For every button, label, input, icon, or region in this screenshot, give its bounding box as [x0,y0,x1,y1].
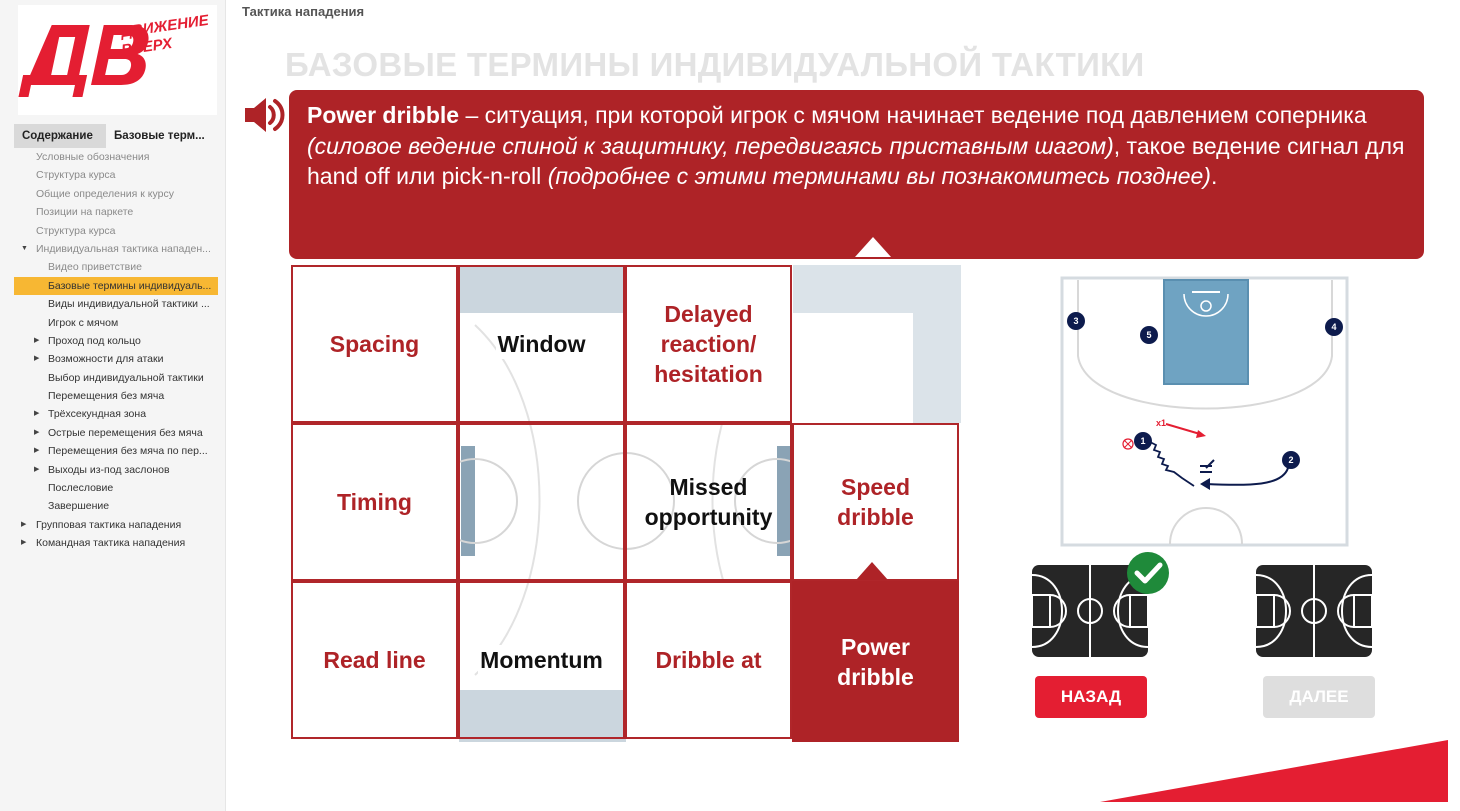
toc-item[interactable] [14,350,218,368]
toc-item[interactable] [14,295,218,313]
next-button[interactable]: ДАЛЕЕ [1263,676,1375,718]
decorative-corner [1100,740,1448,802]
slide [234,24,1456,806]
toc-item-label: Условные обозначения [36,151,150,163]
toc-item[interactable] [14,442,218,460]
toc-item[interactable] [14,240,218,258]
term-window-label: Window [497,331,586,357]
player-2: 2 [1288,455,1294,465]
player-3: 3 [1073,316,1079,326]
toc-item-label: Структура курса [36,224,116,237]
player-5: 5 [1146,330,1152,340]
toc-item[interactable] [14,479,218,497]
toc-item[interactable] [14,369,218,387]
logo-line-1: ДВИЖЕНИЕ [120,11,210,41]
term-power-dribble[interactable] [792,581,959,742]
toc-item-label: Послесловие [48,482,114,495]
court-diagram [1060,276,1349,547]
page-title: БАЗОВЫЕ ТЕРМИНЫ ИНДИВИДУАЛЬНОЙ ТАКТИКИ [285,46,1145,83]
logo-mark [18,5,217,115]
caret-right-icon[interactable]: ▶ [34,465,40,473]
toc-item[interactable] [14,405,218,423]
caret-right-icon[interactable]: ▶ [34,428,40,436]
caret-right-icon[interactable]: ▶ [21,520,27,528]
toc-item-label: Групповая тактика нападения [36,518,182,531]
term-spacing[interactable]: Spacing [291,265,458,423]
term-speed-dribble[interactable] [792,423,959,581]
toc-item-label: Перемещения без мяча [48,390,165,403]
toc-item-label: Трёхсекундная зона [48,408,147,421]
caret-right-icon[interactable]: ▶ [34,336,40,344]
callout-notch [855,237,891,257]
caret-right-icon[interactable]: ▶ [34,447,40,455]
caret-right-icon[interactable]: ▶ [34,355,40,363]
definition-text-2: , такое ведение сигнал для hand off или pick-n-roll [307,132,1405,189]
definition-term: Power dribble [307,102,460,128]
back-button[interactable]: НАЗАД [1035,676,1147,718]
toc-item-label: Индивидуальная тактика нападен... [36,242,211,255]
toc-item-label: Выбор индивидуальной тактики [48,371,204,384]
check-icon [1126,551,1170,595]
toc-item[interactable] [14,314,218,332]
term-window[interactable] [458,265,625,423]
toc-item[interactable] [14,222,218,240]
toc-item[interactable] [14,461,218,479]
toc-item[interactable] [14,516,218,534]
toc-item-label: Позиции на паркете [36,206,134,219]
toc-item[interactable] [14,166,218,184]
defender-label: x1 [1156,418,1167,428]
terms-grid [291,265,961,742]
term-speed-dribble-label: Speed dribble [837,474,914,530]
term-missed-opportunity[interactable] [625,423,792,581]
toc-item[interactable] [14,424,218,442]
term-momentum[interactable] [458,581,625,739]
term-missed-opportunity-label: Missed opportunity [644,474,773,530]
definition-note-1: (силовое ведение спиной к защитнику, передвигаясь приставным шагом) [307,132,1114,159]
definition-text-1: – ситуация, при которой игрок с мячом начинает ведение под давлением соперника [459,102,1367,128]
toc-item-label: Проход под кольцо [48,334,141,347]
toc-item-label: Общие определения к курсу [36,187,174,200]
toc-item-label: Виды индивидуальной тактики ... [48,298,210,311]
toc-item-label: Выходы из-под заслонов [48,463,170,476]
tab-current-topic[interactable]: Базовые терм... [106,124,218,148]
toc-item[interactable] [14,203,218,221]
sidebar-tabs [14,124,218,148]
logo-line-2: ВВЕРХ [120,35,174,59]
toc-item-label: Командная тактика нападения [36,537,186,550]
definition-note-2: (подробнее с этими терминами вы познакомитесь позднее) [547,163,1211,189]
logo [18,5,217,115]
player-1: 1 [1140,436,1146,446]
toc-item-label: Структура курса [36,169,116,182]
table-of-contents [14,148,218,553]
term-dribble-at[interactable]: Dribble at [625,581,792,739]
term-power-dribble-label: Power dribble [837,633,914,690]
toc-item-label: Игрок с мячом [48,316,119,329]
term-delayed-reaction[interactable] [625,265,792,423]
definition-text-3: . [1210,163,1218,189]
tab-contents[interactable]: Содержание [14,124,106,148]
caret-right-icon[interactable]: ▶ [21,539,27,547]
toc-item-label: Видео приветствие [48,261,142,274]
toc-item-label: Завершение [48,500,110,513]
toc-item-selected[interactable] [14,277,218,295]
toc-item[interactable] [14,258,218,276]
term-read-line[interactable]: Read line [291,581,458,739]
selected-notch [856,562,888,580]
speaker-icon[interactable] [242,94,286,136]
toc-item[interactable] [14,185,218,203]
toc-item[interactable] [14,387,218,405]
breadcrumb: Тактика нападения [242,4,365,19]
toc-item-label: Возможности для атаки [48,353,164,366]
toc-item[interactable] [14,148,218,166]
sidebar [0,0,226,811]
term-timing[interactable]: Timing [291,423,458,581]
toc-item-label: Перемещения без мяча по пер... [48,445,208,458]
definition-callout [289,90,1424,259]
toc-item[interactable] [14,332,218,350]
toc-item-label: Базовые термины индивидуаль... [48,279,212,292]
player-4: 4 [1331,322,1337,332]
toc-item[interactable] [14,497,218,515]
term-momentum-label: Momentum [480,647,603,673]
toc-item[interactable] [14,534,218,552]
caret-down-icon[interactable]: ▼ [21,244,28,252]
term-empty-cell [458,423,625,581]
toc-item-label: Острые перемещения без мяча [48,426,203,439]
caret-right-icon[interactable]: ▶ [34,410,40,418]
term-delayed-reaction-label: Delayed reaction/ hesitation [654,301,763,387]
court-thumbnail-right[interactable] [1256,565,1372,657]
